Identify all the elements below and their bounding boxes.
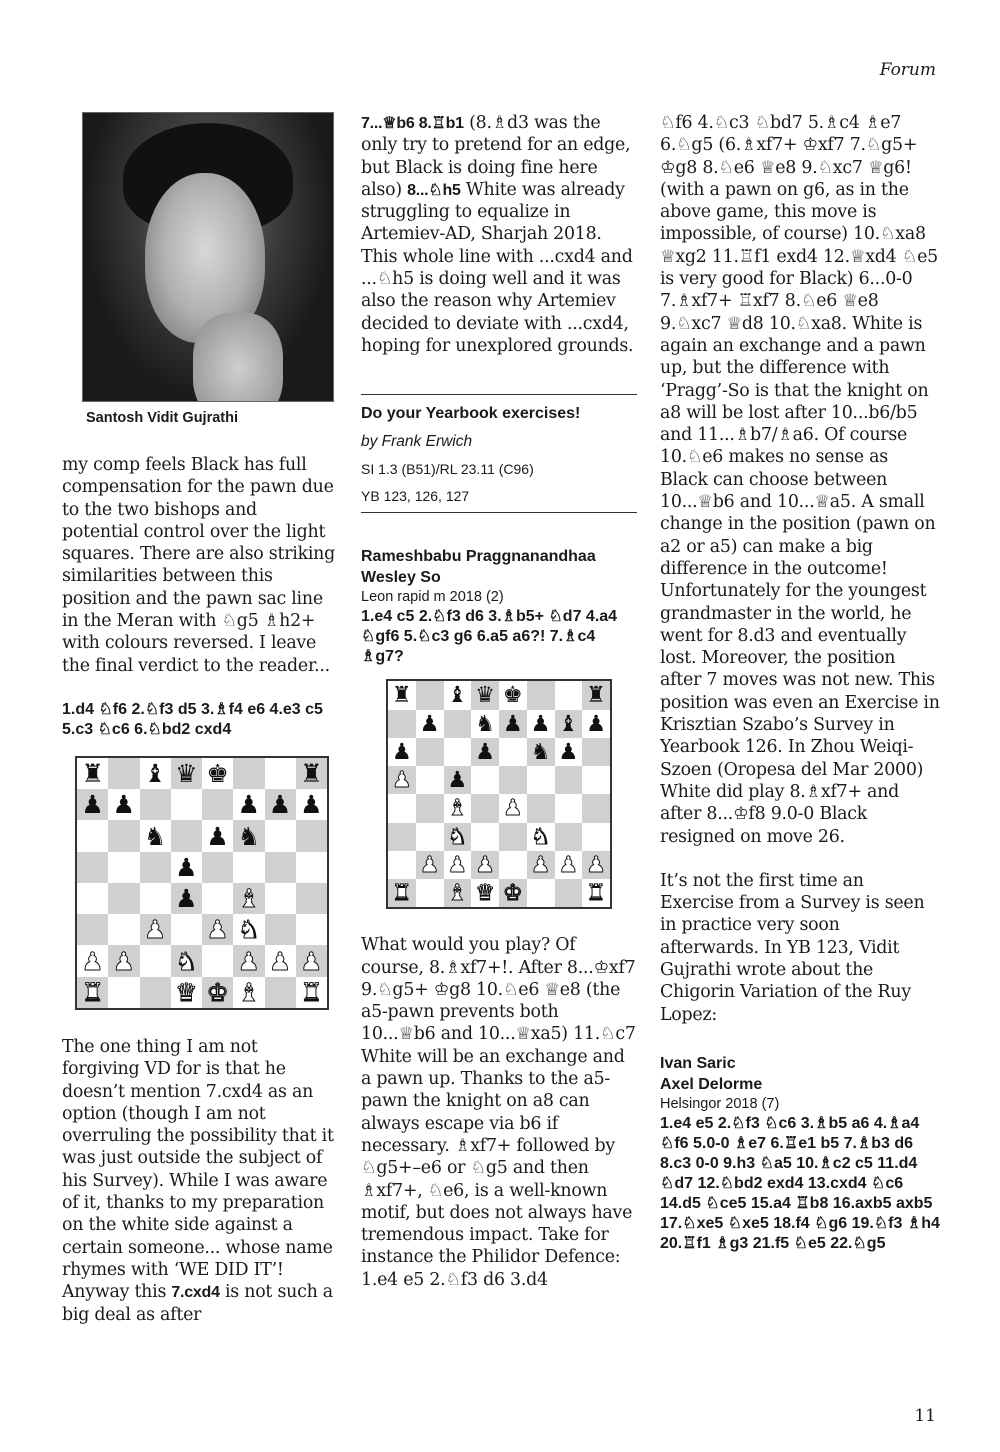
board-square [444, 794, 472, 822]
board-square [77, 820, 108, 851]
board-square [140, 852, 171, 883]
board-square [202, 945, 233, 976]
board-square [233, 977, 264, 1008]
paragraph: Anyway this 7.cxd4 is not such a big deal as after [62, 1282, 333, 1325]
white-pawn-icon: ♟ [586, 851, 607, 878]
black-bishop-icon: ♝ [447, 682, 468, 709]
board-square [527, 794, 555, 822]
board-square [233, 820, 264, 851]
board-square [108, 883, 139, 914]
board-square [444, 681, 472, 709]
black-pawn-icon: ♟ [268, 790, 292, 820]
board-square [77, 789, 108, 820]
board-square [108, 945, 139, 976]
chess-diagram-2 [386, 679, 612, 909]
board-square [499, 794, 527, 822]
white-knight-icon: ♞ [237, 915, 261, 945]
box-author: by Frank Erwich [361, 433, 473, 451]
board-square [555, 710, 583, 738]
board-square [527, 738, 555, 766]
board-square [555, 794, 583, 822]
board-square [388, 738, 416, 766]
board-square [499, 823, 527, 851]
board-square [77, 758, 108, 789]
board-square [555, 851, 583, 879]
black-rook-icon: ♜ [586, 682, 607, 709]
white-player: Ivan Saric [660, 1054, 736, 1072]
black-pawn-icon: ♟ [447, 767, 468, 794]
player-photo [82, 112, 334, 402]
game-moves: 1.e4 c5 2.♘f3 d6 3.♗b5+ ♘d7 4.a4 ♘gf6 5.♘c3 g6 6.a5 a6?! 7.♗c4 ♗g7? [361, 608, 618, 666]
board-square [77, 883, 108, 914]
white-bishop-icon: ♝ [237, 977, 261, 1007]
white-king-icon: ♚ [206, 977, 229, 1007]
white-pawn-icon: ♟ [391, 767, 412, 794]
black-player: Axel Delorme [660, 1075, 763, 1093]
photo-caption: Santosh Vidit Gujrathi [86, 410, 238, 426]
black-knight-icon: ♞ [143, 821, 167, 851]
board-square [582, 794, 610, 822]
board-square [471, 794, 499, 822]
white-knight-icon: ♞ [530, 823, 551, 850]
board-square [471, 851, 499, 879]
white-bishop-icon: ♝ [447, 795, 468, 822]
divider [361, 512, 637, 513]
white-rook-icon: ♜ [586, 880, 607, 907]
board-square [233, 758, 264, 789]
board-square [499, 879, 527, 907]
board-square [140, 820, 171, 851]
board-square [555, 738, 583, 766]
white-player: Rameshbabu Praggnanandhaa [361, 548, 596, 566]
board-square [265, 945, 296, 976]
column-1 [62, 112, 338, 1326]
board-square [527, 766, 555, 794]
board-square [527, 823, 555, 851]
board-square [265, 977, 296, 1008]
board-square [140, 977, 171, 1008]
board-square [388, 879, 416, 907]
board-square [416, 710, 444, 738]
board-square [555, 823, 583, 851]
white-pawn-icon: ♟ [300, 946, 323, 976]
board-square [471, 738, 499, 766]
board-square [388, 794, 416, 822]
running-header: Forum [879, 60, 936, 80]
black-rook-icon: ♜ [300, 759, 323, 789]
black-pawn-icon: ♟ [502, 710, 523, 737]
black-pawn-icon: ♟ [475, 738, 496, 765]
board-square [296, 758, 327, 789]
board-square [499, 710, 527, 738]
white-knight-icon: ♞ [175, 946, 198, 976]
paragraph: What would you play? Of course, 8.♗xf7+!. After 8...♔xf7 9.♘g5+ ♔g8 10.♘e6 ♕e8 (the a5-pawn prevents both 10...♕b6 and 10...♕xa5) 11.♘c7 White will be an exchange and a pawn up. Thanks to the a5-pawn the knight on a8 can always escape via b6 if necessary. ♗xf7+ followed by ♘g5+–e6 or ♘g5 and then ♗xf7+, ♘e6, is a well-known motif, but does not always have tremendous impact. Take for instance the Philidor Defence: 1.e4 e5 2.♘f3 d6 3.d4 [361, 935, 636, 1290]
paragraph: The one thing I am not forgiving VD for is that he doesn’t mention 7.cxd4 as an option (though I am not overruling the possibility that it was just outside the subject of his Survey). While I was aware of it, thanks to my preparation on the white side against a certain someone... whose name rhymes with ‘WE DID IT’! [62, 1036, 334, 1280]
white-pawn-icon: ♟ [81, 946, 104, 976]
board-square [108, 914, 139, 945]
black-knight-icon: ♞ [475, 710, 496, 737]
board-square [388, 823, 416, 851]
board-square [471, 766, 499, 794]
black-pawn-icon: ♟ [530, 710, 551, 737]
black-pawn-icon: ♟ [558, 738, 579, 765]
game-moves: 1.d4 ♘f6 2.♘f3 d5 3.♗f4 e6 4.e3 c5 5.c3 ♘c6 6.♘bd2 cxd4 [62, 700, 323, 738]
board-square [265, 852, 296, 883]
board-square [77, 977, 108, 1008]
board-square [416, 681, 444, 709]
event: Helsingor 2018 (7) [660, 1095, 780, 1112]
board-square [171, 852, 202, 883]
board-square [416, 738, 444, 766]
board-square [499, 681, 527, 709]
board-square [388, 710, 416, 738]
board-square [388, 681, 416, 709]
board-square [444, 879, 472, 907]
board-square [296, 883, 327, 914]
board-square [471, 823, 499, 851]
white-pawn-icon: ♟ [475, 851, 496, 878]
board-square [265, 789, 296, 820]
white-king-icon: ♚ [502, 880, 523, 907]
board-square [233, 883, 264, 914]
board-square [233, 945, 264, 976]
white-queen-icon: ♛ [475, 880, 496, 907]
paragraph: It’s not the first time an Exercise from a Survey is seen in practice very soon afterwards. In YB 123, Vidit Gujrathi wrote about the Chigorin Variation of the Ruy Lopez: [660, 870, 925, 1025]
board-square [582, 879, 610, 907]
board-square [444, 823, 472, 851]
board-square [171, 758, 202, 789]
board-square [555, 681, 583, 709]
board-square [296, 820, 327, 851]
board-square [444, 851, 472, 879]
board-square [416, 823, 444, 851]
board-square [471, 710, 499, 738]
board-square [416, 794, 444, 822]
paragraph: my comp feels Black has full compensation for the pawn due to the two bishops and potential control over the light squares. There are also striking similarities between this position and the pawn sac line in the Meran with ♘g5 ♗h2+ with colours reversed. I leave the final verdict to the reader... [62, 455, 336, 676]
black-pawn-icon: ♟ [419, 710, 440, 737]
white-pawn-icon: ♟ [206, 915, 229, 945]
board-square [499, 851, 527, 879]
board-square [140, 945, 171, 976]
board-square [140, 914, 171, 945]
board-square [77, 914, 108, 945]
black-pawn-icon: ♟ [175, 852, 198, 882]
black-pawn-icon: ♟ [586, 710, 607, 737]
board-square [108, 852, 139, 883]
white-pawn-icon: ♟ [237, 946, 261, 976]
black-rook-icon: ♜ [391, 682, 412, 709]
board-square [265, 758, 296, 789]
black-pawn-icon: ♟ [175, 884, 198, 914]
black-queen-icon: ♛ [175, 759, 198, 789]
game-moves: 1.e4 e5 2.♘f3 ♘c6 3.♗b5 a6 4.♗a4 ♘f6 5.0-0 ♗e7 6.♖e1 b5 7.♗b3 d6 8.c3 0-0 9.h3 ♘a5 10.♗c2 c5 11.d4 ♘d7 12.♘bd2 exd4 13.cxd4 ♘c6 14.d5 ♘ce5 15.a4 ♖b8 16.axb5 axb5 17.♘xe5 ♘xe5 18.f4 ♘g6 19.♘f3 ♗h4 20.♖f1 ♗g3 21.f5 ♘e5 22.♘g5 [660, 1114, 940, 1252]
board-square [582, 851, 610, 879]
black-king-icon: ♚ [206, 759, 229, 789]
black-bishop-icon: ♝ [558, 710, 579, 737]
white-rook-icon: ♜ [300, 977, 323, 1007]
board-square [582, 710, 610, 738]
board-square [471, 879, 499, 907]
white-bishop-icon: ♝ [447, 880, 468, 907]
column-3 [660, 112, 940, 1254]
board-square [171, 820, 202, 851]
paragraph: 7...♕b6 8.♖b1 (8.♗d3 was the only try to pretend for an edge, but Black is doing fine here also) 8...♘h5 White was already struggling to equalize in Artemiev-AD, Sharjah 2018. This whole line with ...cxd4 and ...♘h5 is doing well and it was also the reason why Artemiev decided to deviate with ...cxd4, hoping for unexplored grounds. [361, 113, 634, 356]
board-square [444, 766, 472, 794]
board-square [140, 789, 171, 820]
board-square [171, 945, 202, 976]
white-pawn-icon: ♟ [419, 851, 440, 878]
white-rook-icon: ♜ [391, 880, 412, 907]
board-square [296, 914, 327, 945]
box-code: SI 1.3 (B51)/RL 23.11 (C96) [361, 461, 534, 478]
board-square [202, 789, 233, 820]
black-knight-icon: ♞ [530, 738, 551, 765]
white-pawn-icon: ♟ [502, 795, 523, 822]
board-square [202, 820, 233, 851]
board-square [233, 852, 264, 883]
board-square [527, 879, 555, 907]
board-square [499, 738, 527, 766]
paragraph: ♘f6 4.♘c3 ♘bd7 5.♗c4 ♗e7 6.♘g5 (6.♗xf7+ ♔xf7 7.♘g5+ ♔g8 8.♘e6 ♕e8 9.♘xc7 ♕g6! (with a pawn on g6, as in the above game, this move is impossible, of course) 10.♘xa8 ♕xg2 11.♖f1 exd4 12.♕xd4 ♘e5 is very good for Black) 6...0-0 7.♗xf7+ ♖xf7 8.♘e6 ♕e8 9.♘xc7 ♕d8 10.♘xa8. White is again an exchange and a pawn up, but the difference with ‘Pragg’-So is that the knight on a8 will be lost after 10...b6/b5 and 11...♗b7/♗a6. Of course 10.♘e6 makes no sense as Black can choose between 10...♕b6 and 10...♕a5. A small change in the position (pawn on a2 or a5) can make a big difference in the outcome! Unfortunately for the youngest grandmaster in the world, he went for 8.d3 and eventually lost. Moreover, the position after 7 moves was not new. This position was even an Exercise in Krisztian Szabo’s Survey in Yearbook 126. In Zhou Weiqi-Szoen (Oropesa del Mar 2000) White did play 8.♗xf7+ and after 8...♔f8 9.0-0 Black resigned on move 26. [660, 113, 940, 847]
board-square [77, 852, 108, 883]
board-square [171, 914, 202, 945]
board-square [471, 681, 499, 709]
page-number: 11 [914, 1406, 936, 1426]
board-square [555, 879, 583, 907]
box-code: YB 123, 126, 127 [361, 488, 470, 505]
board-square [416, 851, 444, 879]
board-square [108, 820, 139, 851]
white-pawn-icon: ♟ [143, 915, 167, 945]
board-square [265, 914, 296, 945]
black-king-icon: ♚ [502, 682, 523, 709]
board-square [499, 766, 527, 794]
black-player: Wesley So [361, 569, 441, 587]
box-title: Do your Yearbook exercises! [361, 405, 581, 423]
black-queen-icon: ♛ [475, 682, 496, 709]
black-pawn-icon: ♟ [391, 738, 412, 765]
black-rook-icon: ♜ [81, 759, 104, 789]
board-square [296, 789, 327, 820]
white-pawn-icon: ♟ [268, 946, 292, 976]
white-pawn-icon: ♟ [530, 851, 551, 878]
board-square [265, 883, 296, 914]
board-square [77, 945, 108, 976]
board-square [202, 852, 233, 883]
board-square [296, 977, 327, 1008]
board-square [296, 852, 327, 883]
board-square [527, 851, 555, 879]
board-square [140, 758, 171, 789]
black-knight-icon: ♞ [237, 821, 261, 851]
event: Leon rapid m 2018 (2) [361, 589, 504, 606]
white-bishop-icon: ♝ [237, 884, 261, 914]
board-square [416, 766, 444, 794]
board-square [555, 766, 583, 794]
board-square [171, 977, 202, 1008]
board-square [108, 758, 139, 789]
white-rook-icon: ♜ [81, 977, 104, 1007]
black-pawn-icon: ♟ [206, 821, 229, 851]
white-queen-icon: ♛ [175, 977, 198, 1007]
board-square [582, 681, 610, 709]
white-knight-icon: ♞ [447, 823, 468, 850]
column-2 [361, 112, 637, 1291]
board-square [416, 879, 444, 907]
board-square [202, 883, 233, 914]
white-pawn-icon: ♟ [558, 851, 579, 878]
board-square [527, 710, 555, 738]
black-bishop-icon: ♝ [143, 759, 167, 789]
board-square [388, 766, 416, 794]
black-pawn-icon: ♟ [300, 790, 323, 820]
board-square [202, 977, 233, 1008]
black-pawn-icon: ♟ [112, 790, 136, 820]
board-square [108, 977, 139, 1008]
exercise-box [361, 395, 637, 512]
white-pawn-icon: ♟ [112, 946, 136, 976]
board-square [140, 883, 171, 914]
board-square [582, 738, 610, 766]
board-square [265, 820, 296, 851]
board-square [202, 914, 233, 945]
board-square [444, 738, 472, 766]
board-square [388, 851, 416, 879]
black-pawn-icon: ♟ [237, 790, 261, 820]
white-pawn-icon: ♟ [447, 851, 468, 878]
board-square [202, 758, 233, 789]
board-square [108, 789, 139, 820]
board-square [582, 766, 610, 794]
board-square [171, 883, 202, 914]
board-square [527, 681, 555, 709]
chess-diagram-1 [75, 756, 329, 1010]
board-square [444, 710, 472, 738]
board-square [233, 789, 264, 820]
board-square [233, 914, 264, 945]
board-square [171, 789, 202, 820]
black-pawn-icon: ♟ [81, 790, 104, 820]
board-square [582, 823, 610, 851]
board-square [296, 945, 327, 976]
